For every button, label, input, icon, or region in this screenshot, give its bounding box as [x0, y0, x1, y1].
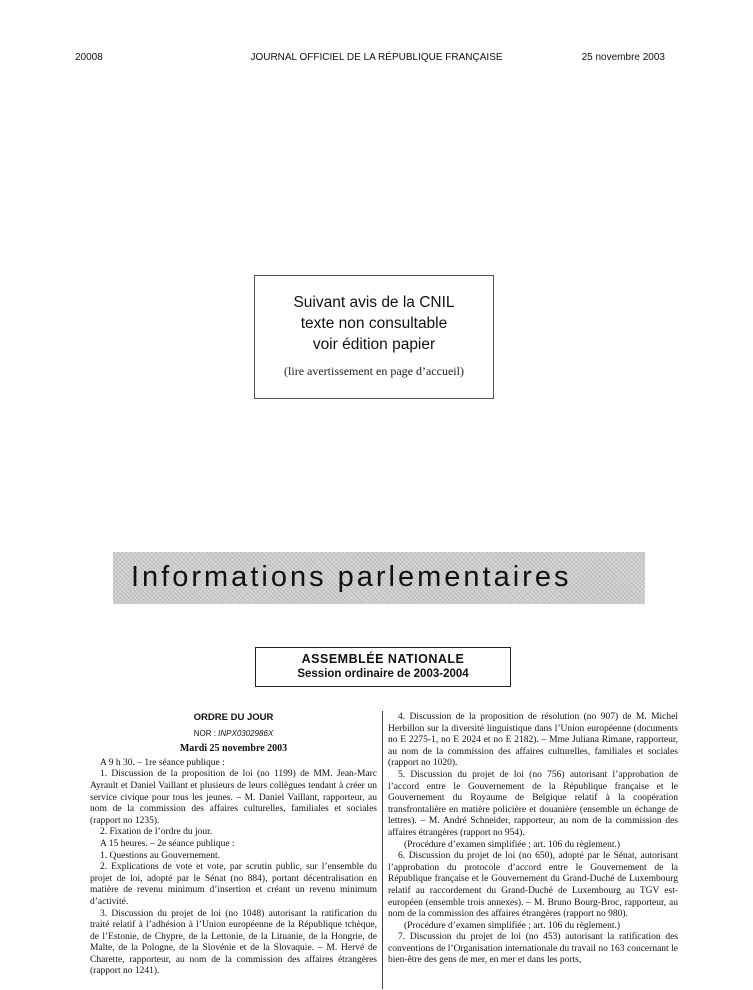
cnil-notice-box — [254, 275, 494, 399]
agenda-heading: ORDRE DU JOUR — [193, 712, 274, 723]
cnil-line-1: Suivant avis de la CNIL — [293, 294, 455, 311]
agenda-left-column — [90, 712, 377, 978]
agenda-item: 2. Fixation de l’ordre du jour. — [100, 827, 213, 838]
assembly-title: ASSEMBLÉE NATIONALE — [301, 652, 465, 666]
cnil-line-3: voir édition papier — [312, 336, 436, 353]
agenda-date-heading: Mardi 25 novembre 2003 — [179, 743, 288, 755]
agenda-item: 2. Explications de vote et vote, par scrutin public, sur l’ensemble du projet de loi, adopté par le Sénat (no 884), portant décentralisation en matière de revenu minimum d’insertion et créant un revenu minimum d’activité. — [90, 862, 377, 907]
journal-title: JOURNAL OFFICIEL DE LA RÉPUBLIQUE FRANÇAISE — [250, 52, 503, 63]
agenda-item: 1. Discussion de la proposition de loi (no 1199) de MM. Jean-Marc Ayrault et Daniel Vaillant et plusieurs de leurs collègues tendant à créer un service civique pour tous les jeunes. – M. Daniel Vaillant, rapporteur, au nom de la commission des affaires culturelles, familiales et sociales (rapport no 1235). — [90, 769, 377, 826]
cnil-note: (lire avertissement en page d’accueil) — [284, 364, 464, 378]
section-banner — [113, 552, 645, 604]
agenda-right-column — [388, 712, 678, 967]
agenda-item: 5. Discussion du projet de loi (no 756) autorisant l’approbation de l’accord entre le Gouvernement de la République française et le Gouvernement du Royaume de Belgique relatif à la coopération transfrontalière en matière policière et douanière (ensemble un échange de lettres). – M. André Schneider, rapporteur, au nom de la commission des affaires étrangères (rapport no 954). — [388, 769, 678, 838]
agenda-item: A 9 h 30. – 1re séance publique : — [100, 757, 225, 768]
nor-reference — [90, 728, 377, 740]
agenda-item: 3. Discussion du projet de loi (no 1048) autorisant la ratification du traité relatif à l’adhésion à l’Union européenne de la République tchèque, de l’Estonie, de Chypre, de la Lettonie, de la Lituanie, de la Hongrie, de Malte, de la Pologne, de la Slovénie et de la Slovaquie. – M. Hervé de Charette, rapporteur, au nom de la commission des affaires étrangères (rapport no 1241). — [90, 908, 377, 977]
nor-code: INPX0302986X — [218, 728, 274, 738]
agenda-item: A 15 heures. – 2e séance publique : — [100, 838, 235, 849]
agenda-item: 7. Discussion du projet de loi (no 453) autorisant la ratification des conventions de l’Organisation internationale du travail no 163 concernant le bien-être des gens de mer, en mer et dans les ports, — [388, 932, 678, 966]
column-divider — [382, 711, 383, 989]
agenda-item: 4. Discussion de la proposition de résolution (no 907) de M. Michel Herbillon sur la diversité linguistique dans l’Union européenne (documents no E 2275-1, no E 2024 et no E 2182). – Mme Juliana Rimane, rapporteur, au nom de la commission des affaires culturelles, familiales et sociales (rapport no 1020). — [388, 712, 678, 769]
publication-date: 25 novembre 2003 — [581, 52, 665, 63]
section-banner-text: Informations parlementaires — [131, 561, 572, 593]
cnil-line-2: texte non consultable — [300, 315, 448, 332]
procedure-note: (Procédure d’examen simplifiée ; art. 106 du règlement.) — [404, 839, 621, 850]
agenda-item: 1. Questions au Gouvernement. — [100, 850, 221, 861]
page-number: 20008 — [75, 52, 103, 63]
agenda-item: 6. Discussion du projet de loi (no 650), adopté par le Sénat, autorisant l’approbation du protocole d’accord entre le Gouvernement de la République française et le Gouvernement du Grand-Duché de Luxembourg relatif au raccordement du Grand-Duché de Luxembourg au TGV est-européen (ensemble trois annexes). – M. Bruno Bourg-Broc, rapporteur, au nom de la commission des affaires étrangères (rapport no 980). — [388, 851, 678, 920]
assembly-box — [255, 647, 511, 687]
assembly-session: Session ordinaire de 2003-2004 — [297, 668, 469, 680]
nor-label: NOR : — [193, 728, 219, 738]
procedure-note: (Procédure d’examen simplifiée ; art. 106 du règlement.) — [404, 920, 621, 931]
